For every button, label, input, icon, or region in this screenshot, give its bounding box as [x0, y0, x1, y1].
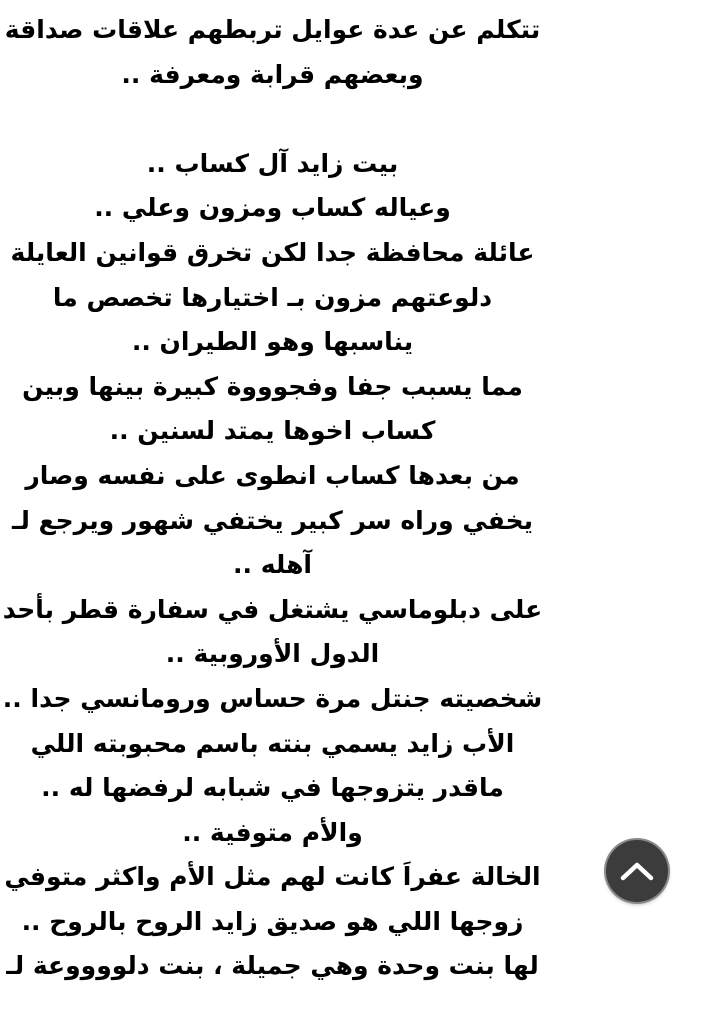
text-line: ماقدر يتزوجها في شبابه لرفضها له .. [41, 773, 504, 803]
text-line: دلوعتهم مزون بـ اختيارها تخصص ما [52, 282, 493, 312]
scroll-to-top-button[interactable] [606, 840, 668, 902]
text-line: على دبلوماسي يشتغل في سفارة قطر بأحد [2, 594, 543, 624]
text-line: كساب اخوها يمتد لسنين .. [109, 416, 436, 446]
text-line: يناسبها وهو الطيران .. [131, 327, 414, 357]
text-line: وعياله كساب ومزون وعلي .. [94, 193, 451, 223]
text-line: تتكلم عن عدة عوايل تربطهم علاقات صداقة [4, 15, 541, 44]
text-line: الدول الأوروبية .. [165, 639, 380, 669]
text-line: لها بنت وحدة وهي جميلة ، بنت دلووووعة لـ [6, 951, 539, 981]
text-line: الأب زايد يسمي بنته باسم محبوبته اللي [30, 728, 515, 758]
text-line: آهله .. [233, 550, 312, 580]
document-lines [0, 8, 545, 989]
text-line: يخفي وراه سر كبير يختفي شهور ويرجع لـ [11, 505, 534, 535]
text-line: من بعدها كساب انطوى على نفسه وصار [25, 460, 520, 490]
blank-line [0, 97, 545, 142]
text-line: وبعضهم قرابة ومعرفة .. [121, 59, 424, 89]
text-line: شخصيته جنتل مرة حساس ورومانسي جدا .. [2, 683, 543, 713]
text-line: عائلة محافظة جدا لكن تخرق قوانين العايلة [10, 237, 535, 267]
text-line: زوجها اللي هو صديق زايد الروح بالروح .. [21, 906, 524, 936]
text-line: الخالة عفراَ كانت لهم مثل الأم واكثر متوفي [4, 862, 541, 892]
text-line: مما يسبب جفا وفجوووة كبيرة بينها وبين [22, 371, 523, 401]
text-line: والأم متوفية .. [182, 817, 363, 847]
text-line: بيت زايد آل كساب .. [146, 148, 399, 178]
chevron-up-icon [620, 861, 654, 881]
